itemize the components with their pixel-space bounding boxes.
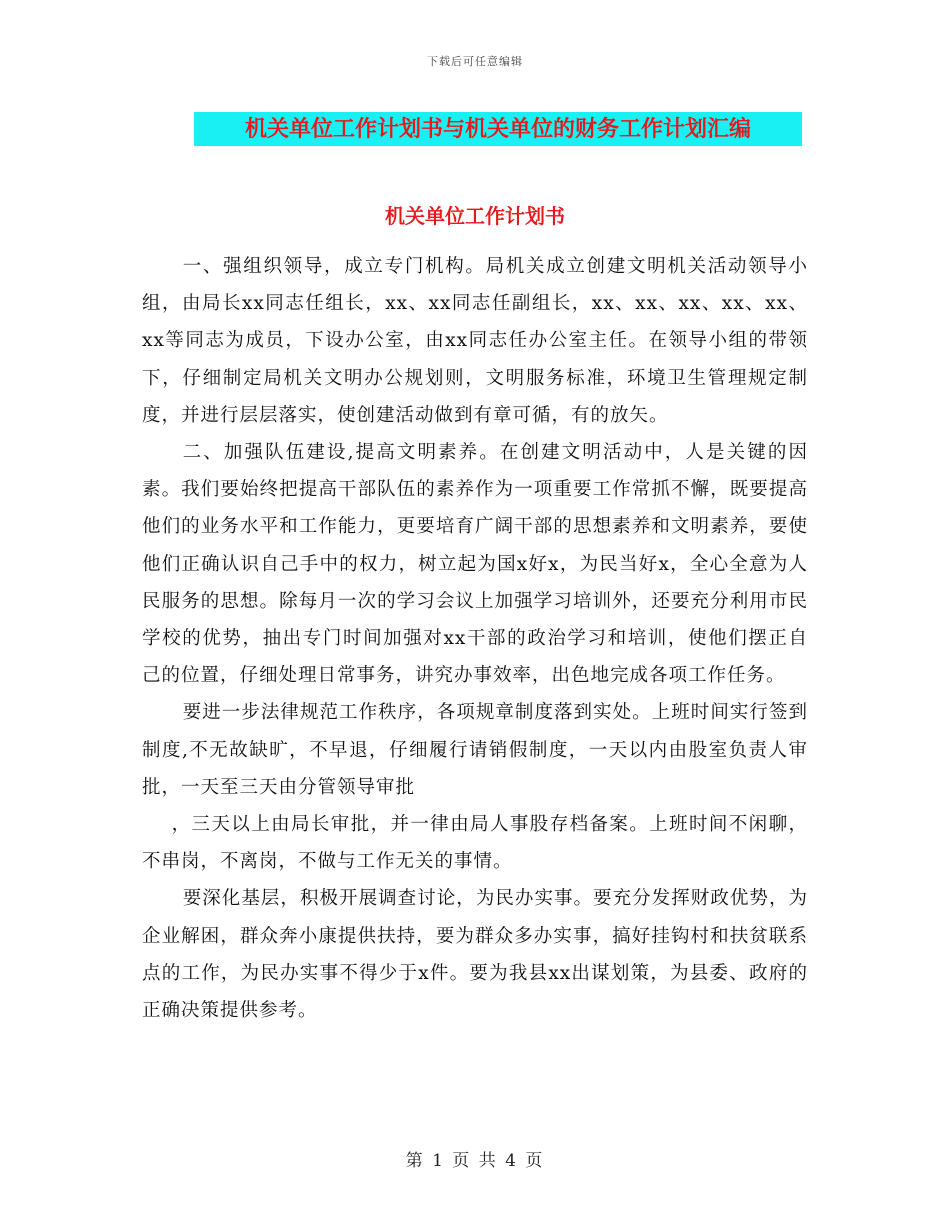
document-body (142, 248, 808, 1029)
paragraph-4: ，三天以上由局长审批，并一律由局人事股存档备案。上班时间不闲聊，不串岗，不离岗，不做与工作无关的事情。 (142, 814, 808, 873)
page-footer: 第 1 页 共 4 页 (405, 1151, 545, 1171)
section-title: 机关单位工作计划书 (385, 204, 565, 228)
paragraph-2: 二、加强队伍建设,提高文明素养。在创建文明活动中，人是关键的因素。我们要始终把提高干部队伍的素养作为一项重要工作常抓不懈，既要提高他们的业务水平和工作能力，更要培育广阔干部的思想素养和文明素养，要使他们正确认识自己手中的权力，树立起为国x好x，为民当好x，全心全意为人民服务的思想。除每月一次的学习会议上加强学习培训外，还要充分利用市民学校的优势，抽出专门时间加强对xx干部的政治学习和培训，使他们摆正自己的位置，仔细处理日常事务，讲究办事效率，出色地完成各项工作任务。 (142, 442, 808, 687)
paragraph-3: 要进一步法律规范工作秩序，各项规章制度落到实处。上班时间实行签到制度,不无故缺旷，不早退，仔细履行请销假制度，一天以内由股室负责人审批，一天至三天由分管领导审批 (142, 702, 808, 798)
paragraph-5: 要深化基层，积极开展调查讨论，为民办实事。要充分发挥财政优势，为企业解困，群众奔小康提供扶持，要为群众多办实事，搞好挂钩村和扶贫联系点的工作，为民办实事不得少于x件。要为我县xx出谋划策，为县委、政府的正确决策提供参考。 (142, 888, 808, 1022)
main-title-highlight (194, 112, 802, 146)
main-title: 机关单位工作计划书与机关单位的财务工作计划汇编 (244, 116, 751, 142)
paragraph-1: 一、强组织领导，成立专门机构。局机关成立创建文明机关活动领导小组，由局长xx同志任组长，xx、xx同志任副组长，xx、xx、xx、xx、xx、xx等同志为成员，下设办公室，由xx同志任办公室主任。在领导小组的带领下，仔细制定局机关文明办公规划则，文明服务标准，环境卫生管理规定制度，并进行层层落实，使创建活动做到有章可循，有的放矢。 (142, 256, 808, 426)
header-note: 下载后可任意编辑 (427, 55, 523, 68)
